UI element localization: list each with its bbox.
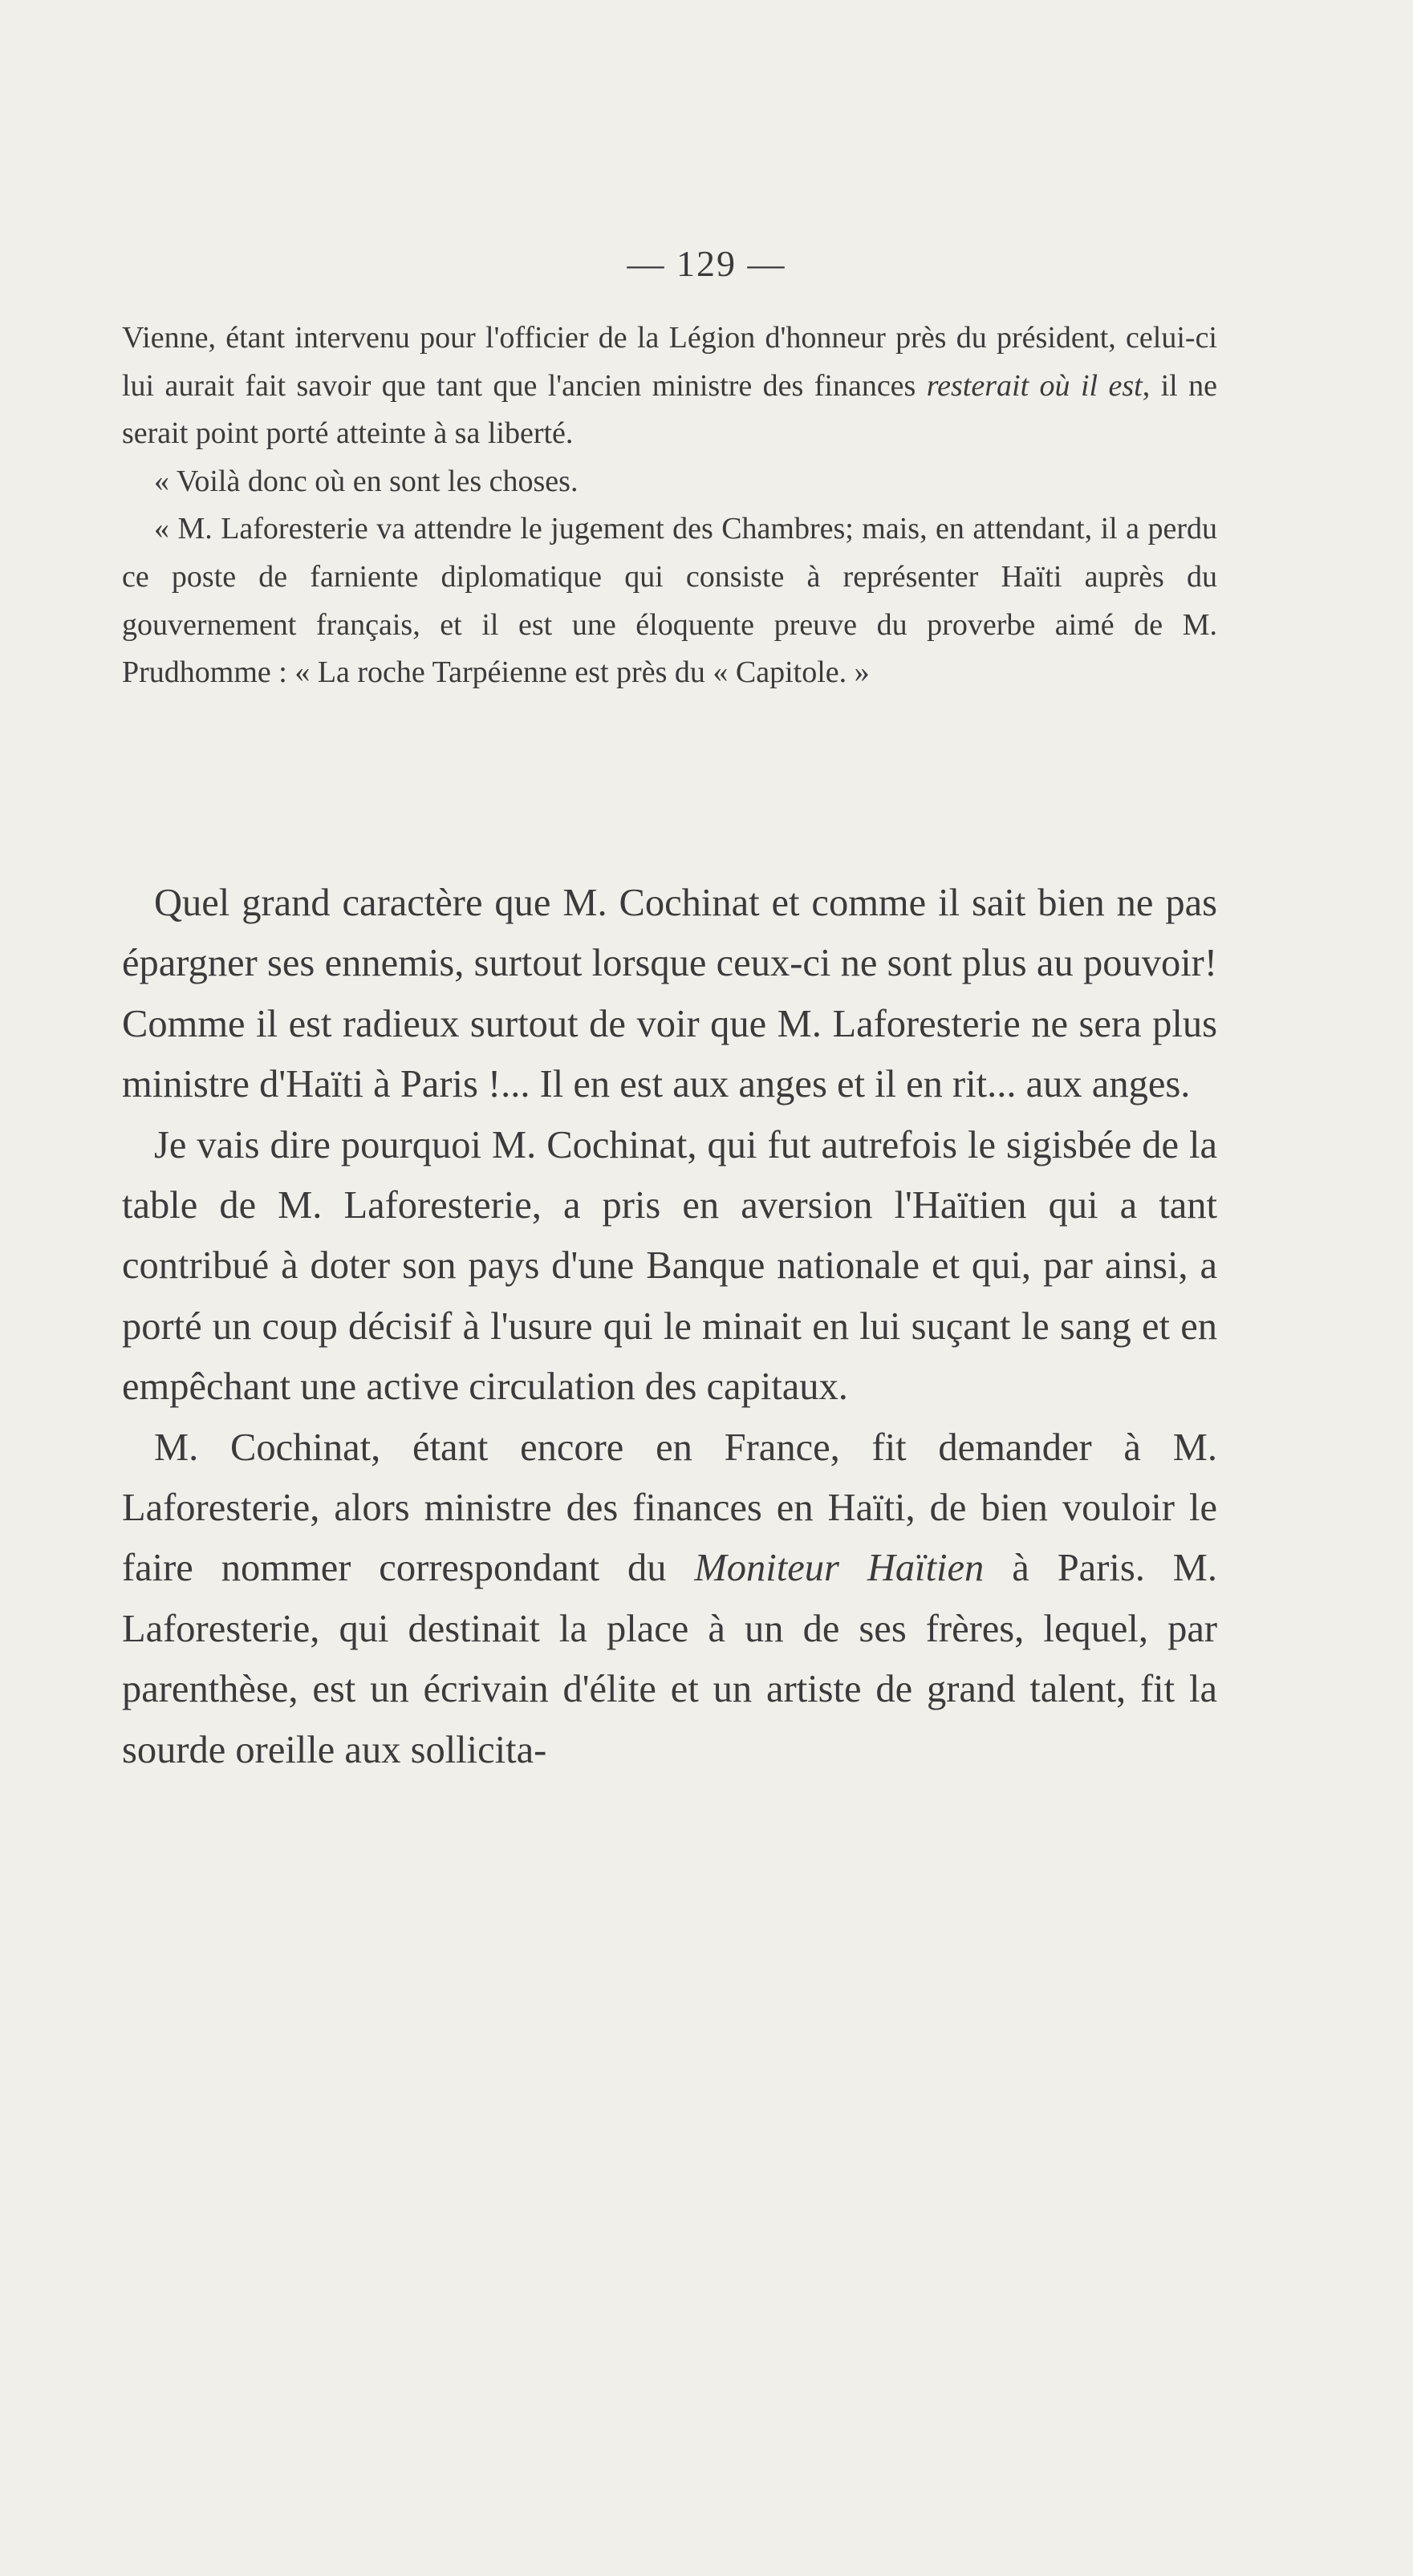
body-text: M. Cochinat, étant encore en France, fit demander à M. Laforesterie, alors ministre des finances en Haïti, de bien vouloir le faire nommer correspondant du [122, 1426, 1217, 1590]
quote-text: Vienne, étant intervenu pour l'officier de la Légion d'honneur près du président, celui-ci lui aurait fait savoir que tant que l'ancien ministre des finances [122, 321, 1217, 403]
body-paragraph [122, 1418, 1217, 1780]
body-paragraph: Je vais dire pourquoi M. Cochinat, qui fut autrefois le sigisbée de la table de M. Laforesterie, a pris en aversion l'Haïtien qui a tant contribué à doter son pays d'une Banque nationale et qui, par ainsi, a porté un coup décisif à l'usure qui le minait en lui suçant le sang et en empêchant une active circulation des capitaux. [122, 1123, 1217, 1409]
quote-paragraph [122, 314, 1217, 458]
body-text: à Paris. M. Laforesterie, qui destinait la place à un de ses frères, lequel, par parenthèse, est un écrivain d'élite et un artiste de grand talent, fit la sourde oreille aux sollicita- [122, 1547, 1217, 1771]
quote-paragraph: « M. Laforesterie va attendre le jugement des Chambres; mais, en attendant, il a perdu ce poste de farniente diplomatique qui consiste à représenter Haïti auprès du gouvernement français, et il est une éloquente preuve du proverbe aimé de M. Prudhomme : « La roche Tarpéienne est près du « Capitole. » [122, 512, 1217, 690]
quote-text: , il ne serait point porté atteinte à sa liberté. [122, 368, 1218, 451]
quoted-passage [122, 314, 1217, 697]
quote-emphasis: resterait où il est [926, 368, 1143, 403]
page-number: — 129 — [627, 243, 786, 284]
quote-paragraph: « Voilà donc où en sont les choses. [154, 464, 579, 498]
newspaper-title: Moniteur Haïtien [694, 1547, 985, 1590]
main-text [122, 873, 1217, 1780]
body-paragraph: Quel grand caractère que M. Cochinat et comme il sait bien ne pas épargner ses ennemis, surtout lorsque ceux-ci ne sont plus au pouvoir! Comme il est radieux surtout de voir que M. Laforesterie ne sera plus ministre d'Haïti à Paris !... Il en est aux anges et il en rit... aux anges. [122, 882, 1217, 1106]
